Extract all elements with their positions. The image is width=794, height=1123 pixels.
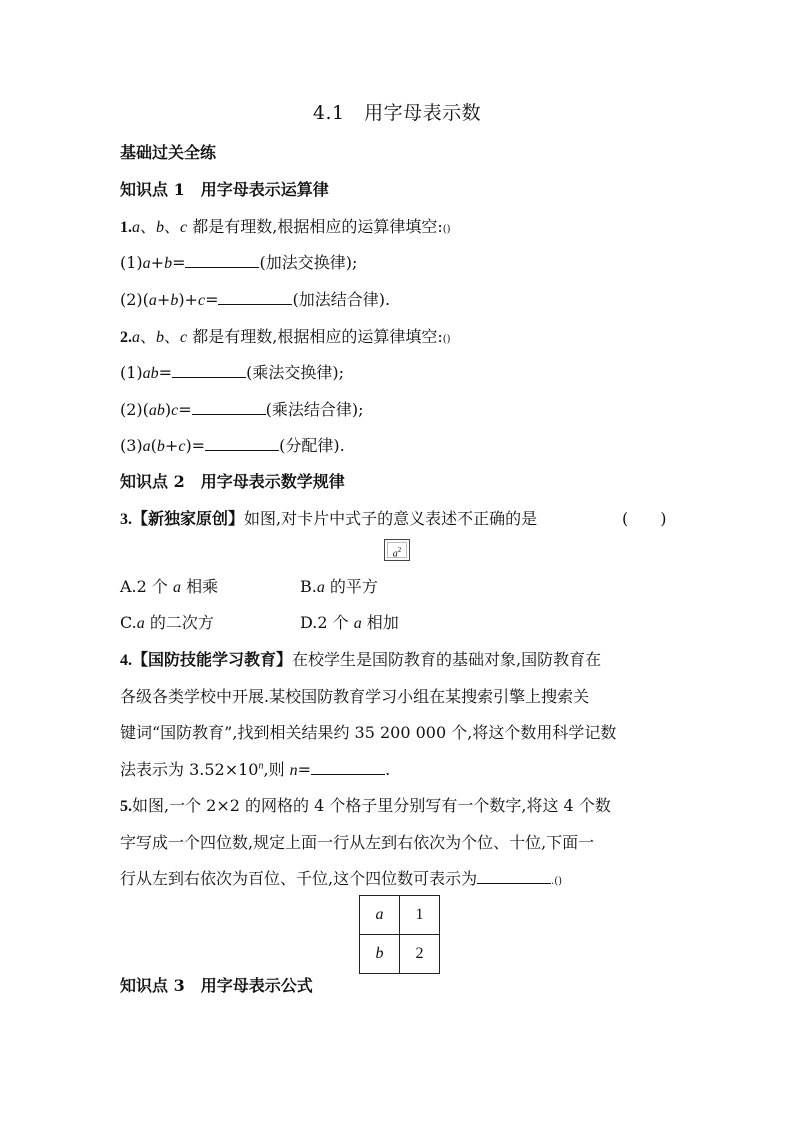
- operator: +: [156, 290, 171, 309]
- paren-marker: (): [442, 224, 451, 235]
- question-2-part-3: [120, 433, 345, 456]
- var-c: c: [178, 438, 186, 455]
- var-a: a: [136, 615, 145, 632]
- question-text: 如图,一个 2×2 的网格的 4 个格子里分别写有一个数字,将这 4 个数: [132, 796, 611, 815]
- formula-card: [384, 539, 410, 561]
- option-text: 相加: [361, 613, 399, 632]
- option-label: A.2 个: [120, 577, 173, 596]
- var-b: b: [156, 438, 165, 455]
- answer-blank[interactable]: [477, 869, 551, 884]
- part-label: (2)(: [120, 400, 149, 419]
- var-ab: ab: [148, 402, 165, 419]
- paren-marker: .(): [551, 876, 563, 887]
- answer-blank[interactable]: [218, 290, 292, 305]
- var-c: c: [197, 292, 206, 309]
- operator: ): [164, 400, 172, 419]
- period: .: [385, 760, 391, 779]
- option-label: C.: [120, 613, 137, 632]
- grid-cell: b: [360, 935, 400, 974]
- equals: =: [205, 290, 219, 309]
- section-heading: 基础过关全练: [120, 143, 217, 162]
- equals: =: [297, 760, 312, 779]
- var-a: a: [142, 438, 151, 455]
- question-1: 1.a、b、c 都是有理数,根据相应的运算律填空:(): [120, 217, 451, 236]
- question-text: 在校学生是国防教育的基础对象,国防教育在: [292, 650, 602, 669]
- operator: (: [150, 436, 157, 455]
- var-b: b: [164, 255, 173, 272]
- var-ab: ab: [142, 365, 159, 382]
- question-text: ,则: [263, 760, 290, 779]
- var-b: b: [156, 329, 165, 346]
- question-2-part-2: [120, 397, 364, 420]
- part-label: (1): [120, 363, 143, 382]
- equals: =: [178, 400, 192, 419]
- var-a: a: [132, 219, 140, 236]
- law-hint: (乘法结合律);: [265, 400, 364, 419]
- law-hint: (乘法交换律);: [246, 363, 344, 382]
- var-a: a: [148, 292, 157, 309]
- question-tag: 【国防技能学习教育】: [132, 650, 293, 669]
- paren-marker: (): [442, 334, 451, 345]
- question-2: 2.a、b、c 都是有理数,根据相应的运算律填空:(): [120, 327, 451, 346]
- question-4-line-3: 键词“国防教育”,找到相关结果约 35 200 000 个,将这个数用科学记数: [120, 723, 617, 742]
- option-label: D.2 个: [300, 613, 354, 632]
- grid-cell: 2: [400, 935, 440, 974]
- question-4-line-2: 各级各类学校中开展.某校国防教育学习小组在某搜索引擎上搜索关: [120, 687, 590, 706]
- exponent-n: n: [258, 760, 264, 772]
- question-number: 1.: [120, 219, 132, 236]
- knowledge-point-3: 知识点 3 用字母表示公式: [120, 976, 313, 995]
- answer-blank[interactable]: [192, 400, 266, 415]
- var-a: a: [173, 579, 181, 596]
- card-exponent: 2: [397, 546, 402, 554]
- part-label: (3): [120, 436, 143, 455]
- law-hint: (加法交换律);: [259, 253, 358, 272]
- question-number: 5.: [120, 798, 132, 815]
- answer-blank[interactable]: [185, 253, 259, 268]
- option-b[interactable]: [300, 574, 378, 597]
- var-a: a: [142, 255, 151, 272]
- question-5-line-3: [120, 866, 562, 889]
- operator: )=: [185, 436, 206, 455]
- question-2-part-1: [120, 360, 344, 383]
- part-label: (1): [120, 253, 143, 272]
- question-3: [120, 506, 537, 529]
- law-hint: (分配律).: [279, 436, 345, 455]
- question-1-part-2: [120, 287, 390, 310]
- var-b: b: [156, 219, 165, 236]
- question-text: 如图,对卡片中式子的意义表述不正确的是: [244, 509, 538, 528]
- option-label: B.: [300, 577, 317, 596]
- option-d[interactable]: [300, 610, 399, 633]
- grid-row: [360, 935, 440, 974]
- answer-parentheses[interactable]: ( ): [622, 509, 667, 528]
- option-text: 相乘: [181, 577, 219, 596]
- question-1-part-1: [120, 250, 357, 273]
- knowledge-point-1: 知识点 1 用字母表示运算律: [120, 180, 329, 199]
- question-number: 2.: [120, 329, 132, 346]
- option-c[interactable]: [120, 610, 214, 633]
- var-b: b: [170, 292, 179, 309]
- option-text: 的平方: [324, 577, 378, 596]
- question-5-line-1: [120, 793, 611, 816]
- question-4-line-4: [120, 757, 390, 780]
- question-text: 法表示为 3.52×10: [120, 760, 259, 779]
- question-text: 都是有理数,根据相应的运算律填空:: [192, 327, 443, 346]
- var-a: a: [353, 615, 362, 632]
- question-text: 行从左到右依次为百位、千位,这个四位数可表示为: [120, 869, 478, 888]
- part-label: (2)(: [120, 290, 149, 309]
- digit-grid: [359, 895, 440, 974]
- question-number: 4.: [120, 652, 132, 669]
- operator: +: [164, 436, 179, 455]
- operator: +: [150, 253, 165, 272]
- question-4-line-1: [120, 647, 601, 670]
- grid-cell: a: [360, 896, 400, 935]
- option-text: 的二次方: [144, 613, 214, 632]
- equals: =: [172, 253, 186, 272]
- var-n: n: [289, 762, 298, 779]
- var-c: c: [180, 219, 188, 236]
- question-number: 3.: [120, 511, 132, 528]
- knowledge-point-2: 知识点 2 用字母表示数学规律: [120, 472, 345, 491]
- var-a: a: [316, 579, 325, 596]
- option-a[interactable]: [120, 574, 218, 597]
- var-a: a: [132, 329, 140, 346]
- var-c: c: [180, 329, 188, 346]
- grid-row: [360, 896, 440, 935]
- var-c: c: [171, 402, 179, 419]
- page-title: 4.1 用字母表示数: [312, 102, 482, 124]
- operator: )+: [178, 290, 198, 309]
- equals: =: [158, 363, 173, 382]
- answer-blank[interactable]: [205, 436, 279, 451]
- question-5-line-2: 字写成一个四位数,规定上面一行从左到右依次为个位、十位,下面一: [120, 833, 595, 852]
- question-tag: 【新独家原创】: [132, 509, 245, 528]
- grid-cell: 1: [400, 896, 440, 935]
- question-text: 都是有理数,根据相应的运算律填空:: [192, 217, 443, 236]
- answer-blank[interactable]: [311, 760, 385, 775]
- card-base: a: [392, 548, 398, 560]
- answer-blank[interactable]: [172, 363, 246, 378]
- law-hint: (加法结合律).: [292, 290, 391, 309]
